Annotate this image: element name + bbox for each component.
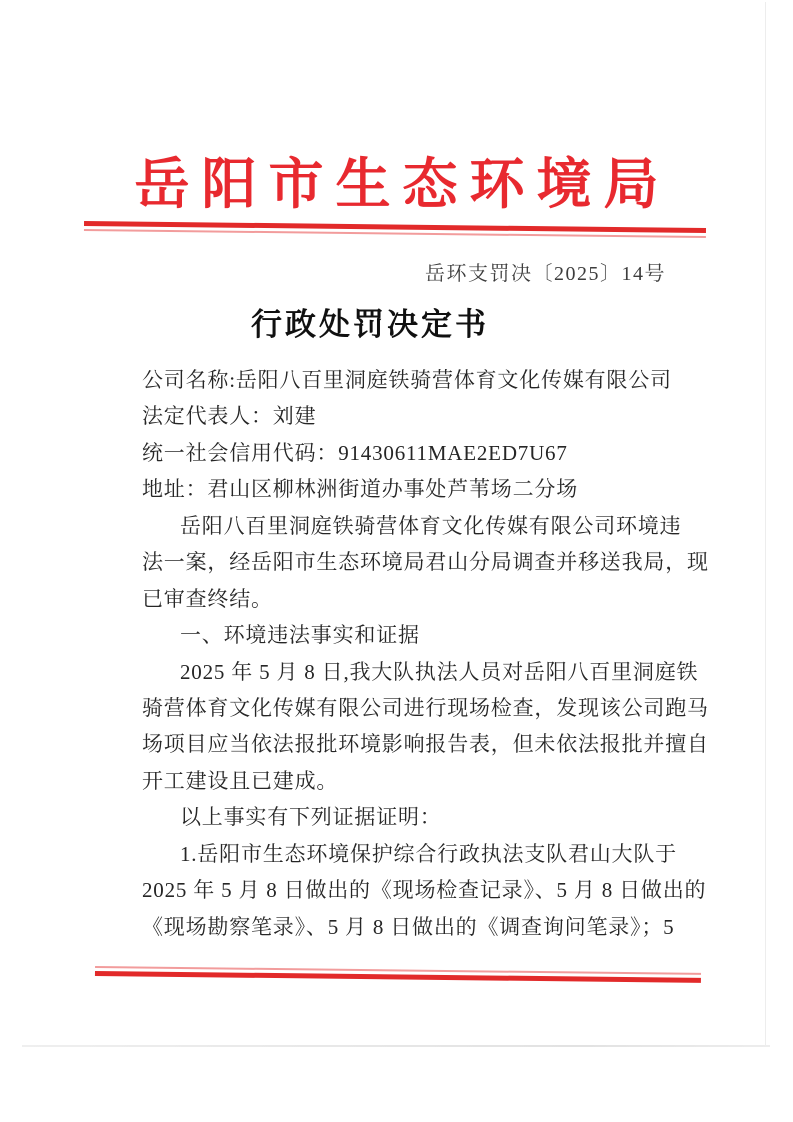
- body-line: 公司名称:岳阳八百里洞庭铁骑营体育文化传媒有限公司: [142, 368, 672, 392]
- body-line: 《现场勘察笔录》、5 月 8 日做出的《调查询问笔录》；5: [142, 914, 675, 939]
- body-line: 场项目应当依法报批环境影响报告表，但未依法报批并擅自: [142, 732, 709, 757]
- body-line: 一、环境违法事实和证据: [180, 623, 420, 648]
- scan-paper-edge-bottom: [22, 1045, 770, 1047]
- body-line: 1.岳阳市生态环境保护综合行政执法支队君山大队于: [180, 841, 677, 866]
- body-line: 开工建设且已建成。: [142, 768, 339, 793]
- body-line: 2025 年 5 月 8 日,我大队执法人员对岳阳八百里洞庭铁: [180, 659, 699, 684]
- body-line: 法定代表人：刘建: [142, 404, 317, 429]
- document-title: 行政处罚决定书: [251, 307, 489, 342]
- document-body: [142, 362, 709, 945]
- scan-paper-edge-right: [765, 2, 766, 1046]
- body-line: 岳阳八百里洞庭铁骑营体育文化传媒有限公司环境违: [180, 513, 682, 538]
- document-number: 岳环支罚决〔2025〕14号: [425, 263, 666, 285]
- body-line: 已审查终结。: [142, 586, 273, 611]
- footer-separator: [95, 966, 701, 983]
- agency-letterhead: 岳阳市生态环境局: [134, 154, 671, 215]
- body-line: 法一案，经岳阳市生态环境局君山分局调查并移送我局，现: [142, 550, 709, 575]
- letterhead-separator: [84, 221, 706, 238]
- body-line: 2025 年 5 月 8 日做出的《现场检查记录》、5 月 8 日做出的: [142, 878, 707, 903]
- body-line: 以上事实有下列证据证明：: [180, 805, 442, 830]
- body-line: 统一社会信用代码：91430611MAE2ED7U67: [142, 440, 568, 465]
- body-line: 地址：君山区柳林洲街道办事处芦苇场二分场: [142, 477, 578, 502]
- body-line: 骑营体育文化传媒有限公司进行现场检查，发现该公司跑马: [142, 695, 709, 720]
